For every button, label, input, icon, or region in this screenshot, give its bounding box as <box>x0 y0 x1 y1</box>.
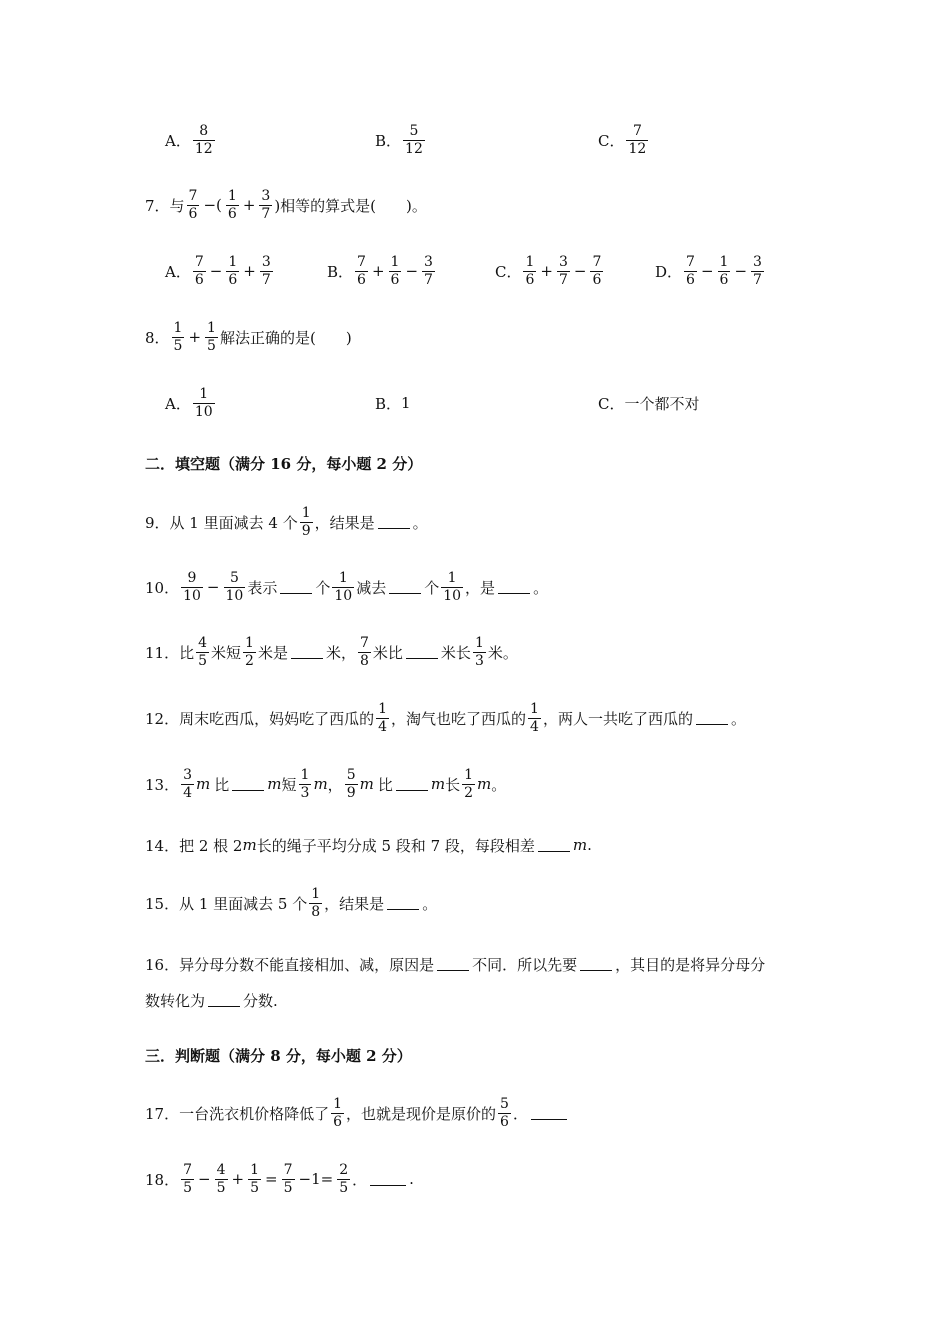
answer-blank[interactable] <box>280 592 312 594</box>
answer-blank[interactable] <box>696 723 728 725</box>
q6-option-c[interactable]: C． $\frac{7}{12}$ <box>598 122 647 157</box>
question-17: 17．一台洗衣机价格降低了 $\frac{1}{6}$ ，也就是现价是原价的 $\frac{5}{6}$ ． <box>145 1093 570 1133</box>
answer-blank[interactable] <box>387 908 419 910</box>
answer-blank[interactable] <box>580 969 612 971</box>
question-9: 9．从 1 里面减去 4 个 $\frac{1}{9}$ ，结果是 。 <box>145 504 428 539</box>
question-8: 8． $\frac{1}{5}$ + $\frac{1}{5}$ 解法正确的是( ) <box>145 319 352 354</box>
question-18: 18． $\frac{7}{5}$ − $\frac{4}{5}$ + $\frac{1}{5}$ = $\frac{7}{5}$ −1= $\frac{2}{5}$ ． . <box>145 1161 414 1196</box>
question-16-line-1: 16．异分母分数不能直接相加、减，原因是 不同．所以先要 ，其目的是将异分母分 <box>145 955 766 974</box>
answer-blank[interactable] <box>232 789 264 791</box>
q7-option-a[interactable]: A． $\frac{7}{6}$ − $\frac{1}{6}$ + $\frac{3}{7}$ <box>165 253 271 288</box>
q8-option-a[interactable]: A． $\frac{1}{10}$ <box>165 385 213 420</box>
answer-blank[interactable] <box>406 657 438 659</box>
q8-option-c[interactable]: C． 一个都不对 <box>598 394 700 413</box>
section-heading-true-false: 三．判断题（满分 8 分，每小题 2 分） <box>145 1046 412 1065</box>
question-16-line-2: 数转化为 分数. <box>145 991 278 1010</box>
question-7: 7．与 $\frac{7}{6}$ −( $\frac{1}{6}$ + $\frac{3}{7}$ )相等的算式是( )。 <box>145 187 427 222</box>
answer-blank[interactable] <box>208 1005 240 1007</box>
question-13: 13． $\frac{3}{4}$ m 比 m 短 $\frac{1}{3}$ m ， $\frac{5}{9}$ m 比 m 长 $\frac{1}{2}$ m 。 <box>145 766 507 801</box>
answer-blank[interactable] <box>370 1184 406 1186</box>
q8-option-b[interactable]: B． 1 <box>375 394 411 413</box>
fraction: $\frac{8}{12}$ <box>194 122 213 157</box>
question-11: 11．比 $\frac{4}{5}$ 米短 $\frac{1}{2}$ 米是 米， $\frac{7}{8}$ 米比 米长 $\frac{1}{3}$ 米。 <box>145 634 518 669</box>
q6-option-a[interactable]: A． $\frac{8}{12}$ <box>165 122 213 157</box>
question-14: 14．把 2 根 2 m 长的绳子平均分成 5 段和 7 段，每段相差 m . <box>145 836 592 855</box>
answer-blank[interactable] <box>378 527 410 529</box>
q6-option-b[interactable]: B． $\frac{5}{12}$ <box>375 122 423 157</box>
q7-option-d[interactable]: D． $\frac{7}{6}$ − $\frac{1}{6}$ − $\frac{3}{7}$ <box>655 253 762 288</box>
question-10: 10． $\frac{9}{10}$ − $\frac{5}{10}$ 表示 个 $\frac{1}{10}$ 减去 个 $\frac{1}{10}$ ，是 。 <box>145 569 549 604</box>
answer-blank[interactable] <box>538 850 570 852</box>
answer-blank[interactable] <box>437 969 469 971</box>
answer-blank[interactable] <box>389 592 421 594</box>
question-12: 12．周末吃西瓜，妈妈吃了西瓜的 $\frac{1}{4}$ ，淘气也吃了西瓜的 $\frac{1}{4}$ ，两人一共吃了西瓜的 。 <box>145 700 746 735</box>
question-15: 15．从 1 里面减去 5 个 $\frac{1}{8}$ ，结果是 。 <box>145 885 438 920</box>
answer-blank[interactable] <box>291 657 323 659</box>
section-heading-fill-blank: 二．填空题（满分 16 分，每小题 2 分） <box>145 454 423 473</box>
fraction: $\frac{7}{12}$ <box>628 122 647 157</box>
answer-blank[interactable] <box>396 789 428 791</box>
q7-option-c[interactable]: C． $\frac{1}{6}$ + $\frac{3}{7}$ − $\frac{7}{6}$ <box>495 253 602 288</box>
q7-option-b[interactable]: B． $\frac{7}{6}$ + $\frac{1}{6}$ − $\frac{3}{7}$ <box>327 253 433 288</box>
fraction: $\frac{5}{12}$ <box>405 122 423 157</box>
answer-blank[interactable] <box>531 1118 567 1120</box>
answer-blank[interactable] <box>498 592 530 594</box>
